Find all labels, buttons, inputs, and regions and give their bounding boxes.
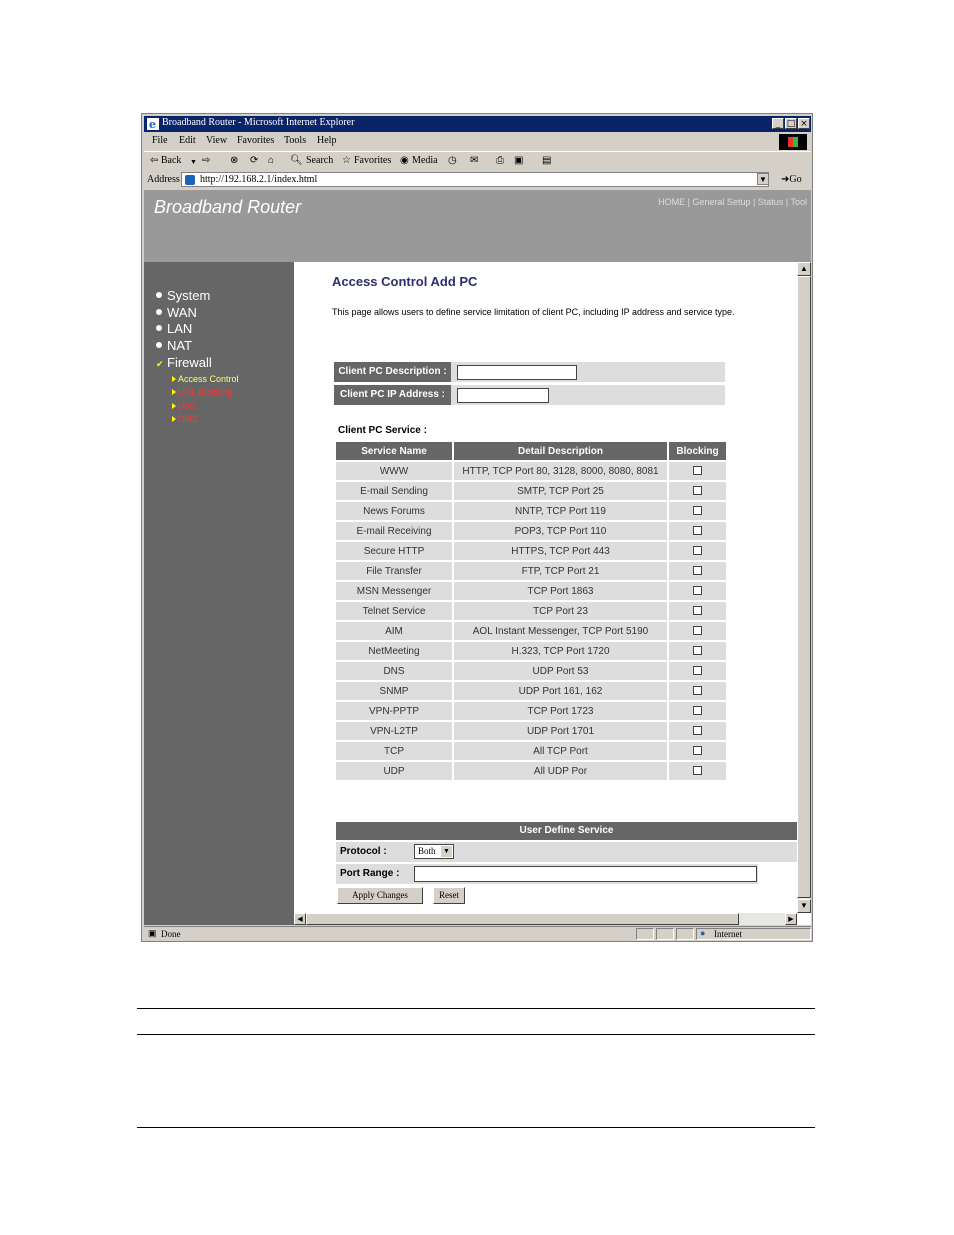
blocking-checkbox[interactable] — [693, 706, 702, 715]
nav-dos-label: DoS — [178, 401, 196, 411]
window-title: Broadband Router - Microsoft Internet Explorer — [162, 117, 355, 128]
browser-window — [141, 113, 813, 942]
blocking-cell — [669, 722, 726, 740]
service-detail-cell: TCP Port 1723 — [454, 702, 667, 720]
port-range-input[interactable] — [414, 866, 757, 882]
address-input[interactable] — [181, 172, 769, 187]
menu-edit[interactable]: Edit — [179, 135, 196, 146]
client-desc-label: Client PC Description : — [334, 362, 451, 382]
table-row — [336, 662, 726, 680]
nav-access-control[interactable] — [172, 374, 239, 384]
main-content — [294, 262, 797, 913]
service-name-cell: News Forums — [336, 502, 452, 520]
favorites-button[interactable]: Favorites — [354, 155, 392, 166]
service-table — [334, 440, 728, 782]
protocol-row — [336, 842, 797, 862]
table-row — [336, 542, 726, 560]
nav-url-blocking[interactable] — [172, 387, 232, 397]
blocking-checkbox[interactable] — [693, 746, 702, 755]
bullet-icon — [156, 325, 162, 331]
mail-icon[interactable]: ✉ — [470, 155, 479, 166]
nav-nat-label: NAT — [167, 338, 193, 353]
nav-system-label: System — [167, 288, 211, 303]
search-button[interactable]: Search — [306, 155, 334, 166]
protocol-label: Protocol : — [340, 846, 387, 857]
horizontal-scrollbar[interactable] — [294, 913, 797, 925]
table-row — [336, 742, 726, 760]
divider-line — [137, 1034, 815, 1035]
service-detail-cell: POP3, TCP Port 110 — [454, 522, 667, 540]
blocking-checkbox[interactable] — [693, 506, 702, 515]
address-dropdown-icon[interactable]: ▼ — [757, 173, 769, 185]
service-table-header — [336, 442, 726, 460]
service-detail-cell: All UDP Por — [454, 762, 667, 780]
nav-dmz-label: DMZ — [178, 414, 198, 424]
service-name-cell: AIM — [336, 622, 452, 640]
address-url: http://192.168.2.1/index.html — [200, 174, 318, 185]
svg-text:e: e — [149, 118, 156, 130]
close-button[interactable]: × — [798, 118, 810, 129]
scroll-right-icon[interactable]: ▶ — [785, 913, 797, 925]
blocking-cell — [669, 762, 726, 780]
col-service-name: Service Name — [336, 442, 452, 460]
service-name-cell: SNMP — [336, 682, 452, 700]
discuss-icon[interactable]: ▤ — [542, 155, 552, 166]
service-detail-cell: UDP Port 53 — [454, 662, 667, 680]
forward-button[interactable]: ⇨ — [202, 155, 211, 166]
go-arrow-icon: ➜ — [781, 174, 790, 185]
service-detail-cell: AOL Instant Messenger, TCP Port 5190 — [454, 622, 667, 640]
client-desc-input[interactable] — [457, 365, 577, 380]
service-detail-cell: TCP Port 1863 — [454, 582, 667, 600]
service-name-cell: VPN-PPTP — [336, 702, 452, 720]
page-description: This page allows users to define service limitation of client PC, including IP address and service type. — [332, 307, 735, 317]
table-row — [336, 622, 726, 640]
bullet-icon — [156, 309, 162, 315]
blocking-checkbox[interactable] — [693, 586, 702, 595]
blocking-checkbox[interactable] — [693, 766, 702, 775]
table-row — [336, 482, 726, 500]
service-name-cell: DNS — [336, 662, 452, 680]
page-title: Access Control Add PC — [332, 274, 478, 289]
history-icon[interactable]: ◷ — [448, 155, 457, 166]
table-row — [336, 562, 726, 580]
blocking-cell — [669, 642, 726, 660]
service-name-cell: E-mail Receiving — [336, 522, 452, 540]
status-segment — [676, 928, 694, 940]
maximize-button[interactable]: □ — [786, 119, 796, 129]
table-row — [336, 502, 726, 520]
back-button[interactable]: ⇦ Back — [150, 155, 182, 166]
sidebar — [144, 262, 294, 925]
check-icon: ✔ — [156, 359, 164, 369]
blocking-checkbox[interactable] — [693, 666, 702, 675]
search-icon[interactable]: 🔍︎ — [290, 155, 303, 166]
blocking-cell — [669, 502, 726, 520]
minimize-button[interactable]: _ — [772, 118, 784, 129]
blocking-checkbox[interactable] — [693, 646, 702, 655]
service-detail-cell: TCP Port 23 — [454, 602, 667, 620]
blocking-cell — [669, 622, 726, 640]
media-icon[interactable]: ◉ — [400, 155, 409, 166]
service-name-cell: UDP — [336, 762, 452, 780]
blocking-checkbox[interactable] — [693, 466, 702, 475]
blocking-cell — [669, 742, 726, 760]
apply-changes-button[interactable]: Apply Changes — [337, 887, 423, 904]
blocking-cell — [669, 462, 726, 480]
blocking-cell — [669, 582, 726, 600]
scroll-thumb[interactable] — [797, 276, 811, 898]
user-define-title: User Define Service — [336, 822, 797, 840]
brand-title: Broadband Router — [154, 197, 302, 217]
blocking-cell — [669, 662, 726, 680]
menu-file[interactable]: File — [152, 135, 168, 146]
blocking-checkbox[interactable] — [693, 566, 702, 575]
blocking-checkbox[interactable] — [693, 626, 702, 635]
nav-dos[interactable] — [172, 401, 196, 411]
blocking-checkbox[interactable] — [693, 526, 702, 535]
table-row — [336, 582, 726, 600]
print-icon[interactable]: ⎙ — [496, 155, 504, 166]
scroll-left-icon[interactable]: ◀ — [294, 913, 306, 925]
col-detail-description: Detail Description — [454, 442, 667, 460]
bullet-icon — [156, 292, 162, 298]
scroll-up-icon[interactable]: ▲ — [797, 262, 811, 276]
menu-help[interactable]: Help — [317, 135, 337, 146]
service-detail-cell: UDP Port 161, 162 — [454, 682, 667, 700]
chevron-down-icon: ▼ — [441, 846, 452, 857]
nav-nat[interactable] — [156, 338, 192, 353]
service-name-cell: File Transfer — [336, 562, 452, 580]
favorites-icon[interactable]: ☆ — [342, 155, 351, 166]
client-ip-row — [334, 385, 725, 405]
nav-dmz[interactable] — [172, 414, 198, 424]
blocking-checkbox[interactable] — [693, 606, 702, 615]
table-row — [336, 702, 726, 720]
client-ip-input[interactable] — [457, 388, 549, 403]
col-blocking: Blocking — [669, 442, 726, 460]
windows-logo-icon — [779, 134, 807, 150]
table-row — [336, 522, 726, 540]
router-header — [144, 190, 811, 262]
blocking-cell — [669, 482, 726, 500]
service-detail-cell: H.323, TCP Port 1720 — [454, 642, 667, 660]
address-label: Address — [147, 174, 180, 185]
nav-system[interactable] — [156, 288, 210, 303]
service-detail-cell: All TCP Port — [454, 742, 667, 760]
blocking-checkbox[interactable] — [693, 686, 702, 695]
reset-button[interactable]: Reset — [433, 887, 465, 904]
arrow-icon — [172, 389, 176, 395]
port-range-label: Port Range : — [340, 868, 400, 879]
nav-firewall[interactable] — [156, 355, 212, 370]
blocking-checkbox[interactable] — [693, 546, 702, 555]
top-nav-links[interactable]: HOME | General Setup | Status | Tool — [658, 197, 807, 207]
title-bar — [144, 116, 811, 132]
nav-wan[interactable] — [156, 305, 197, 320]
service-name-cell: TCP — [336, 742, 452, 760]
nav-access-control-label: Access Control — [178, 374, 239, 384]
blocking-checkbox[interactable] — [693, 486, 702, 495]
menu-favorites[interactable]: Favorites — [237, 135, 275, 146]
client-desc-row — [334, 362, 725, 382]
page-viewport — [144, 190, 811, 925]
table-row — [336, 682, 726, 700]
service-detail-cell: SMTP, TCP Port 25 — [454, 482, 667, 500]
ie-icon — [147, 118, 159, 130]
arrow-icon — [172, 416, 176, 422]
service-detail-cell: NNTP, TCP Port 119 — [454, 502, 667, 520]
arrow-icon — [172, 376, 176, 382]
table-row — [336, 762, 726, 780]
globe-icon: ● — [700, 928, 706, 938]
divider-line — [137, 1127, 815, 1128]
table-row — [336, 462, 726, 480]
service-detail-cell: HTTPS, TCP Port 443 — [454, 542, 667, 560]
refresh-icon[interactable]: ⟳ — [250, 155, 259, 166]
service-detail-cell: UDP Port 1701 — [454, 722, 667, 740]
toolbar — [144, 151, 811, 171]
service-name-cell: E-mail Sending — [336, 482, 452, 500]
menu-tools[interactable]: Tools — [284, 135, 307, 146]
protocol-select[interactable] — [414, 844, 454, 859]
vertical-scrollbar[interactable] — [797, 262, 811, 913]
port-range-row — [336, 864, 758, 884]
client-ip-label: Client PC IP Address : — [334, 385, 451, 405]
client-service-label: Client PC Service : — [338, 425, 427, 436]
edit-icon[interactable]: ▣ — [514, 155, 524, 166]
table-row — [336, 722, 726, 740]
service-name-cell: Telnet Service — [336, 602, 452, 620]
home-icon[interactable]: ⌂ — [268, 155, 275, 166]
blocking-cell — [669, 602, 726, 620]
service-detail-cell: FTP, TCP Port 21 — [454, 562, 667, 580]
nav-firewall-label: Firewall — [167, 355, 212, 370]
blocking-cell — [669, 682, 726, 700]
status-segment — [656, 928, 674, 940]
bullet-icon — [156, 342, 162, 348]
media-button[interactable]: Media — [412, 155, 438, 166]
go-label: Go — [789, 174, 802, 185]
service-name-cell: NetMeeting — [336, 642, 452, 660]
blocking-cell — [669, 562, 726, 580]
page-icon — [185, 175, 195, 185]
horizontal-scroll-thumb[interactable] — [306, 913, 739, 925]
service-name-cell: MSN Messenger — [336, 582, 452, 600]
service-detail-cell: HTTP, TCP Port 80, 3128, 8000, 8080, 8081 — [454, 462, 667, 480]
menu-bar — [144, 133, 811, 150]
table-row — [336, 602, 726, 620]
service-name-cell: WWW — [336, 462, 452, 480]
status-page-icon: ▣ — [148, 928, 157, 938]
scroll-down-icon[interactable]: ▼ — [797, 899, 811, 913]
nav-url-blocking-label: URL Blocking — [178, 387, 233, 397]
go-button[interactable] — [781, 174, 802, 185]
service-name-cell: VPN-L2TP — [336, 722, 452, 740]
arrow-icon — [172, 403, 176, 409]
status-segment — [636, 928, 654, 940]
nav-wan-label: WAN — [167, 305, 197, 320]
service-name-cell: Secure HTTP — [336, 542, 452, 560]
blocking-cell — [669, 522, 726, 540]
nav-lan[interactable] — [156, 321, 192, 336]
blocking-cell — [669, 702, 726, 720]
table-row — [336, 642, 726, 660]
status-bar — [144, 926, 811, 942]
address-bar — [144, 171, 811, 189]
zone-text: Internet — [714, 929, 742, 939]
menu-view[interactable]: View — [206, 135, 228, 146]
nav-lan-label: LAN — [167, 321, 193, 336]
stop-icon[interactable]: ⊗ — [230, 155, 239, 166]
divider-line — [137, 1008, 815, 1009]
back-dropdown-icon[interactable]: ▼ — [190, 158, 197, 166]
blocking-checkbox[interactable] — [693, 726, 702, 735]
status-text: Done — [161, 929, 181, 939]
blocking-cell — [669, 542, 726, 560]
protocol-value: Both — [418, 846, 436, 856]
